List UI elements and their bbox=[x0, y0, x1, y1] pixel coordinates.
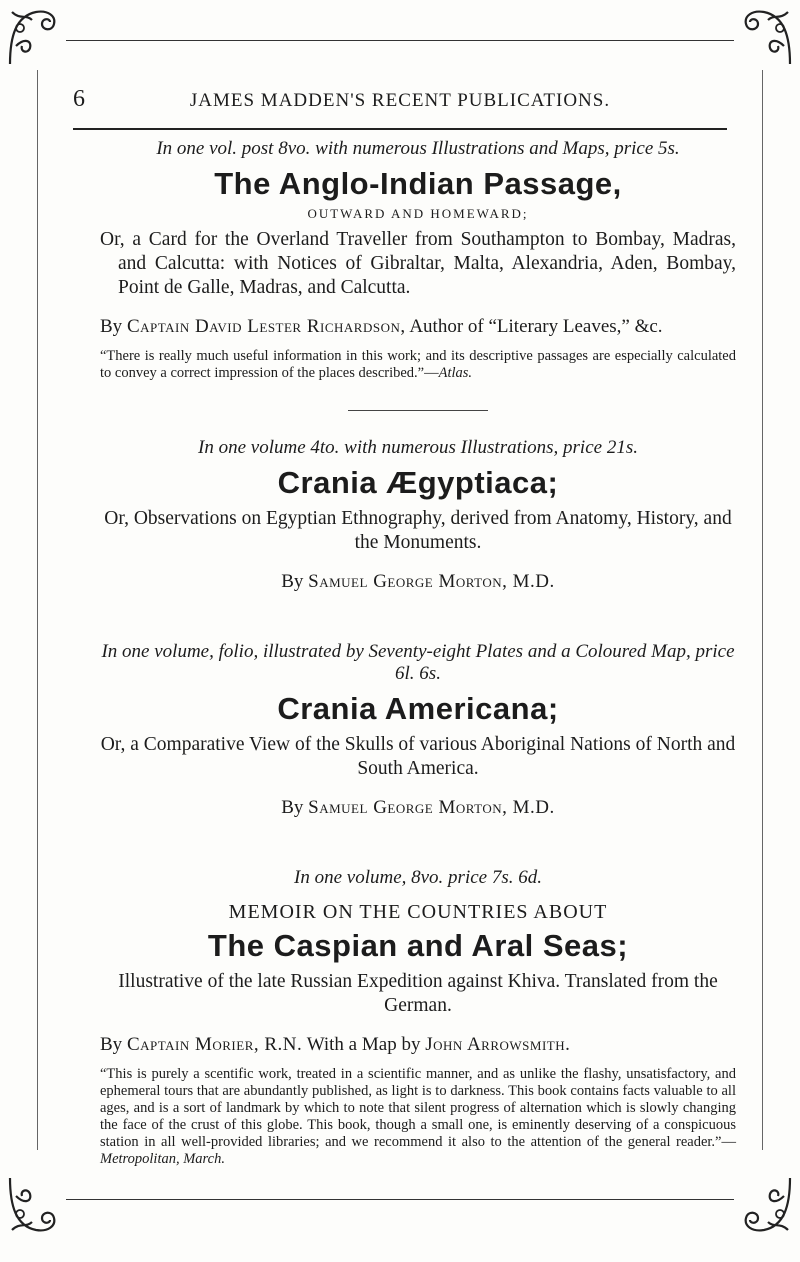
author-prefix: By bbox=[281, 571, 304, 592]
corner-ornament-icon bbox=[6, 6, 68, 68]
quote-text: “This is purely a scentific work, treated in a scientific manner, and as unlike the flashy, unsatisfactory, and ephemeral tours that are abundantly published, as light is to darkness. This book contains facts valuable to all ages, and is a sort of landmark by which to note that silent progress of alternation which is slowly changing the face of the crust of this globe. This book, though a small one, is eminently deserving of a conspicuous station in all well-provided libraries; and we recommend it also to the attention of the general reader.”— bbox=[100, 1066, 736, 1150]
book-description: Or, a Card for the Overland Traveller from Southampton to Bombay, Madras, and Calcutta: with Notices of Gibraltar, Malta, Alexandria, Aden, Bombay, Point de Galle, Madras, and Calcutta. bbox=[100, 229, 736, 298]
border-rule-right bbox=[762, 70, 763, 1150]
map-author-name: John Arrowsmith. bbox=[425, 1034, 571, 1055]
quote-text: “There is really much useful information in this work; and its descriptive passages are especially calculated to convey a correct impression of the places described.”— bbox=[100, 348, 736, 381]
quote-source: Metropolitan, March. bbox=[100, 1151, 225, 1167]
section-divider bbox=[348, 410, 488, 411]
page-header bbox=[73, 84, 727, 114]
book-description: Illustrative of the late Russian Expedition against Khiva. Translated from the German. bbox=[118, 971, 718, 1016]
quote-source: Atlas. bbox=[438, 365, 473, 381]
corner-ornament-icon bbox=[732, 6, 794, 68]
review-quote bbox=[100, 348, 736, 382]
page-body bbox=[100, 138, 736, 1168]
book-description: Or, Observations on Egyptian Ethnography, derived from Anatomy, History, and the Monuments. bbox=[104, 508, 732, 553]
publication-entry bbox=[100, 641, 736, 819]
border-rule-left bbox=[37, 70, 38, 1150]
border-rule-top bbox=[66, 40, 734, 41]
author-name: Samuel George Morton, M.D. bbox=[308, 797, 555, 818]
author-prefix: By bbox=[100, 1034, 123, 1055]
publication-entry bbox=[100, 138, 736, 382]
book-subtitle: OUTWARD AND HOMEWARD; bbox=[307, 206, 529, 221]
edition-note: In one volume 4to. with numerous Illustrations, price 21s. bbox=[198, 437, 638, 458]
book-title: The Caspian and Aral Seas; bbox=[207, 928, 629, 963]
author-prefix: By bbox=[100, 316, 123, 337]
author-line bbox=[100, 1034, 736, 1056]
corner-ornament-icon bbox=[732, 1174, 794, 1236]
publication-entry bbox=[100, 437, 736, 593]
review-quote bbox=[100, 1066, 736, 1168]
author-line bbox=[100, 797, 736, 819]
author-name: Samuel George Morton, M.D. bbox=[308, 571, 555, 592]
edition-note: In one volume, 8vo. price 7s. 6d. bbox=[294, 867, 542, 888]
book-title: Crania Americana; bbox=[277, 691, 559, 726]
author-line bbox=[100, 571, 736, 593]
author-line bbox=[100, 316, 736, 338]
author-name: Captain David Lester Richardson, bbox=[126, 316, 406, 337]
page-number: 6 bbox=[73, 86, 85, 112]
edition-note: In one volume, folio, illustrated by Seventy-eight Plates and a Coloured Map, price 6l. 6s. bbox=[101, 641, 735, 684]
author-suffix: Author of “Literary Leaves,” &c. bbox=[409, 316, 663, 337]
author-mid: With a Map by bbox=[306, 1034, 421, 1055]
running-head: JAMES MADDEN'S RECENT PUBLICATIONS. bbox=[189, 90, 611, 111]
header-rule bbox=[73, 128, 727, 130]
book-description: Or, a Comparative View of the Skulls of various Aboriginal Nations of North and South America. bbox=[100, 734, 736, 779]
corner-ornament-icon bbox=[6, 1174, 68, 1236]
book-title: Crania Ægyptiaca; bbox=[277, 465, 559, 500]
author-name: Captain Morier, R.N. bbox=[126, 1034, 303, 1055]
border-rule-bottom bbox=[66, 1199, 734, 1200]
edition-note: In one vol. post 8vo. with numerous Illustrations and Maps, price 5s. bbox=[156, 138, 680, 159]
author-prefix: By bbox=[281, 797, 304, 818]
book-title: The Anglo-Indian Passage, bbox=[214, 166, 622, 201]
publication-entry bbox=[100, 867, 736, 1168]
book-pretitle: MEMOIR ON THE COUNTRIES ABOUT bbox=[228, 901, 608, 923]
